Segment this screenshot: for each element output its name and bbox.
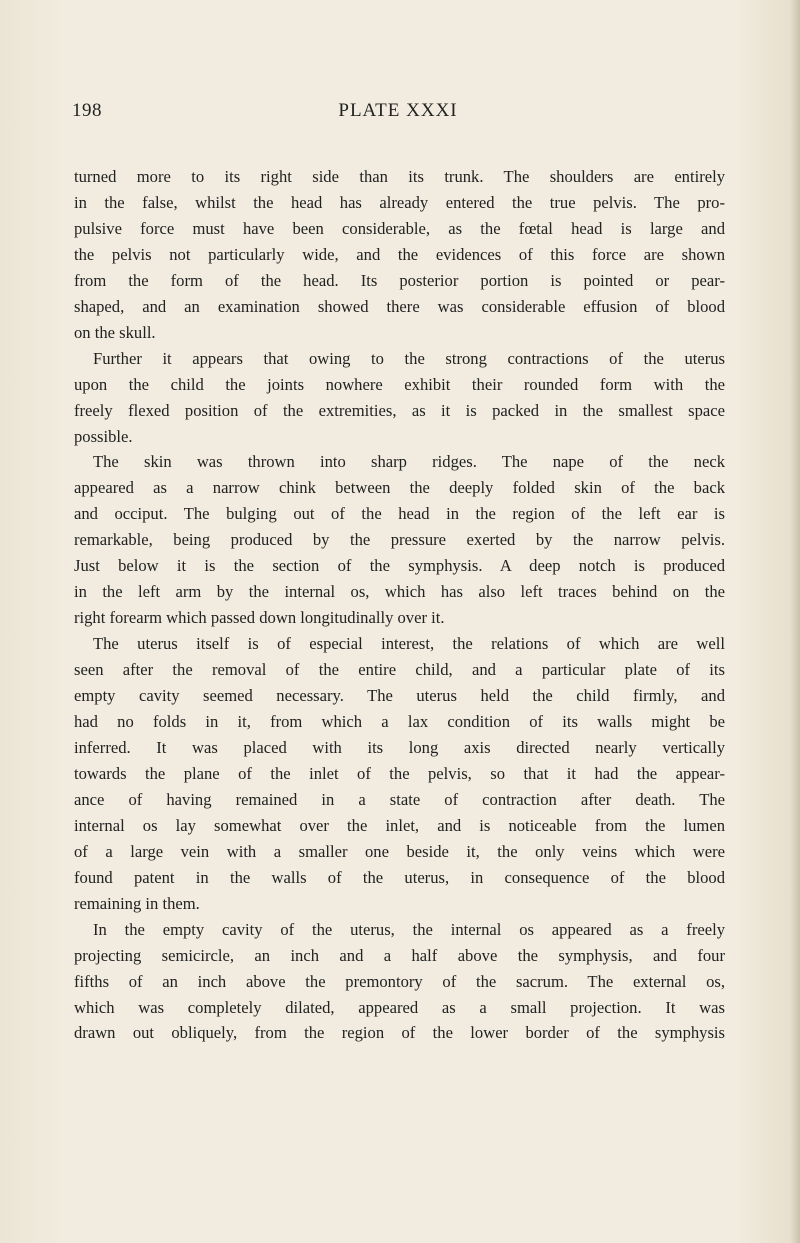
text-line: upon the child the joints nowhere exhibit their rounded form with the xyxy=(74,374,725,394)
text-line: ance of having remained in a state of contraction after death. The xyxy=(74,789,725,809)
text-line: appeared as a narrow chink between the deeply folded skin of the back xyxy=(74,478,725,498)
text-line: the pelvis not particularly wide, and the evidences of this force are shown xyxy=(74,244,725,264)
text-line: projecting semicircle, an inch and a half above the symphysis, and four xyxy=(74,945,725,965)
text-line: in the left arm by the internal os, which has also left traces behind on the xyxy=(74,582,725,602)
text-line: Further it appears that owing to the strong contractions of the uterus xyxy=(93,348,725,368)
text-line: turned more to its right side than its trunk. The shoulders are entirely xyxy=(74,167,725,186)
plate-title: PLATE XXXI xyxy=(338,100,458,121)
text-line: from the form of the head. Its posterior portion is pointed or pear- xyxy=(74,270,725,290)
text-line: in the false, whilst the head has already entered the true pelvis. The pro- xyxy=(74,192,725,212)
text-line: right forearm which passed down longitudinally over it. xyxy=(74,608,445,628)
page-edge-shadow xyxy=(790,0,800,1243)
text-line: internal os lay somewhat over the inlet, and is noticeable from the lumen xyxy=(74,815,725,835)
text-line: fifths of an inch above the premontory of the sacrum. The external os, xyxy=(74,971,725,991)
text-line: The skin was thrown into sharp ridges. The nape of the neck xyxy=(93,452,725,472)
text-line: seen after the removal of the entire child, and a particular plate of its xyxy=(74,660,725,680)
text-line: remarkable, being produced by the pressure exerted by the narrow pelvis. xyxy=(74,530,725,550)
text-line: of a large vein with a smaller one beside it, the only veins which were xyxy=(74,841,725,861)
text-line: freely flexed position of the extremities, as it is packed in the smallest space xyxy=(74,400,725,420)
text-line: on the skull. xyxy=(74,322,156,342)
text-line: found patent in the walls of the uterus, in consequence of the blood xyxy=(74,867,725,887)
body-text xyxy=(74,164,725,1046)
text-line: shaped, and an examination showed there was considerable effusion of blood xyxy=(74,296,725,316)
running-header xyxy=(72,100,724,130)
text-line: drawn out obliquely, from the region of the lower border of the symphysis xyxy=(74,1023,725,1043)
text-line: and occiput. The bulging out of the head in the region of the left ear is xyxy=(74,504,725,524)
text-line: possible. xyxy=(74,426,133,446)
text-line: Just below it is the section of the symphysis. A deep notch is produced xyxy=(74,556,725,576)
text-line: The uterus itself is of especial interest, the relations of which are well xyxy=(93,634,725,654)
text-line: towards the plane of the inlet of the pelvis, so that it had the appear- xyxy=(74,763,725,783)
text-line: inferred. It was placed with its long axis directed nearly vertically xyxy=(74,737,725,757)
text-line: remaining in them. xyxy=(74,893,200,913)
text-line: which was completely dilated, appeared as a small projection. It was xyxy=(74,997,725,1017)
page-number: 198 xyxy=(72,100,102,121)
text-line: had no folds in it, from which a lax condition of its walls might be xyxy=(74,712,725,732)
text-line: pulsive force must have been considerable, as the fœtal head is large and xyxy=(74,218,725,238)
text-line: empty cavity seemed necessary. The uterus held the child firmly, and xyxy=(74,686,725,706)
text-line: In the empty cavity of the uterus, the internal os appeared as a freely xyxy=(93,919,725,939)
